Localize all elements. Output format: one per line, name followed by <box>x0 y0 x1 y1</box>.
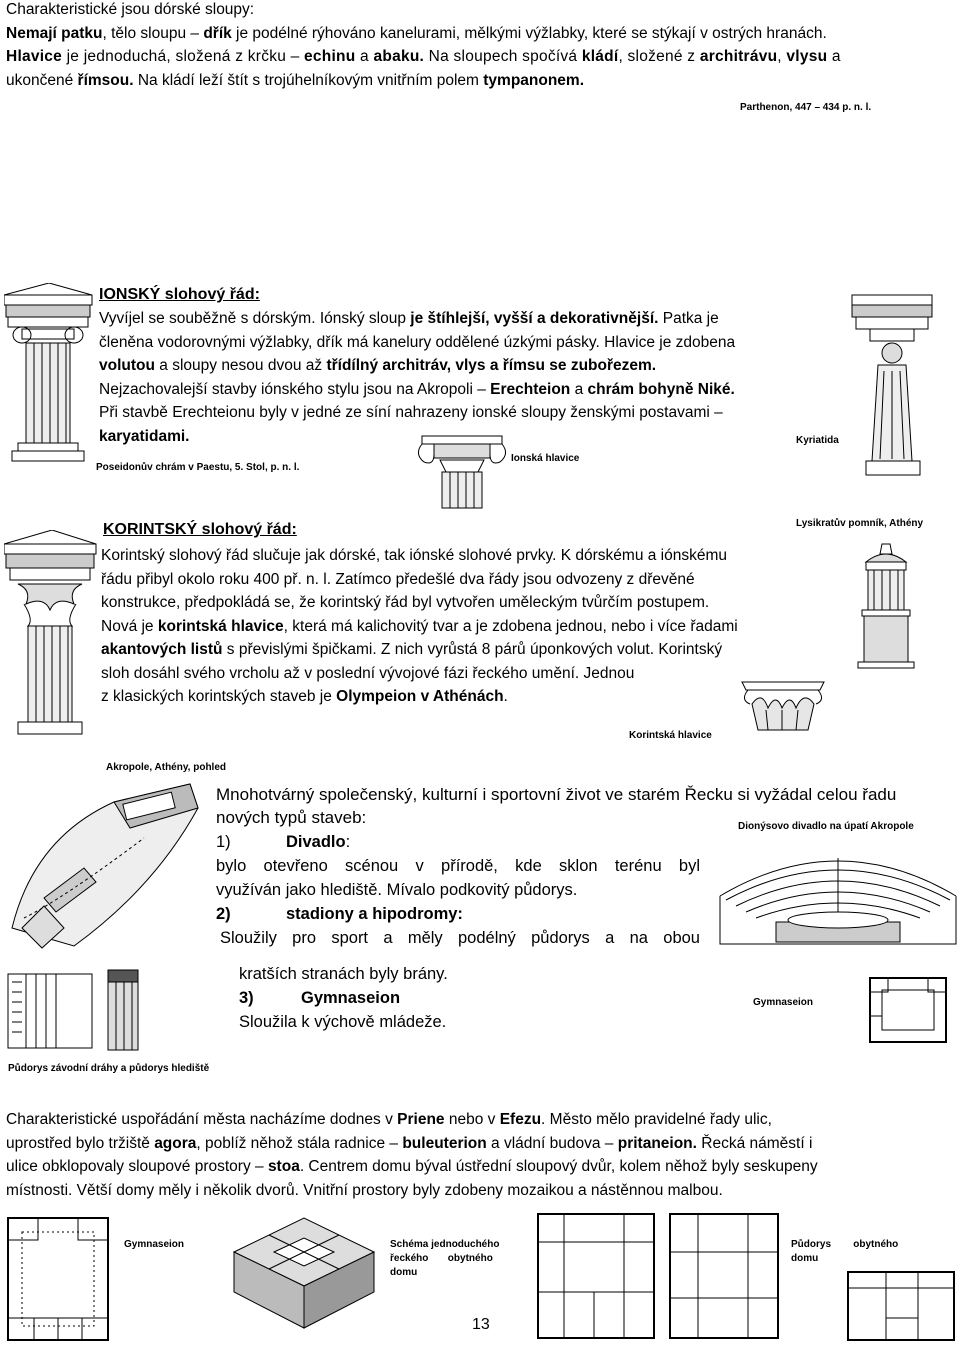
lysikrates-caption: Lysikratův pomník, Athény <box>796 518 924 529</box>
corinthian-column-drawing <box>4 530 99 740</box>
dionysos-theatre-drawing <box>716 836 960 948</box>
poseidon-caption: Poseidonův chrám v Paestu, 5. Stol, p. n. l. <box>96 462 300 473</box>
house-plan-caption: Půdorys obytného domu <box>791 1239 899 1264</box>
caryatid-drawing <box>848 291 938 481</box>
corinthian-paragraph: Korintský slohový řád slučuje jak dórské, tak iónské slohové prvky. K dórskému a iónskému řádu přibyl okolo roku 400 př. n. l. Zatímco předešlé dva řády jsou odvozeny z dřevěné konstrukce, předpokládá se, že korintský řád byl vytvořen uměleckým tvůrčím postupem. Nová je korintská hlavice, která má kalichovitý tvar a je zdobena jednou, nebo i více řadami akantových listů s převislými špičkami. Z nich vyrůstá 8 párů úponkových volut. Korintský sloh dosáhl svého vrcholu až v poslední vývojové fázi řeckého umění. Jednou z klasických korintských staveb je Olympeion v Athénách. <box>101 547 738 705</box>
gymnaseion-plan-drawing <box>868 976 948 1044</box>
ionic-column-drawing <box>4 283 94 463</box>
ionic-capital-caption: Ionská hlavice <box>511 453 580 464</box>
corinthian-heading: KORINTSKÝ slohový řád: <box>103 521 297 538</box>
ionic-heading: IONSKÝ slohový řád: <box>99 286 260 303</box>
page-number: 13 <box>472 1316 490 1333</box>
corinthian-capital-drawing <box>736 676 831 736</box>
gymnaseion-plan-2-drawing <box>4 1214 112 1344</box>
ionic-paragraph: Vyvíjel se souběžně s dórským. Iónský sloup je štíhlejší, vyšší a dekorativnější. Patka je členěna vodorovnými výžlabky, dřík má kanelury oddělené úzkými pásky. Hlavice je zdobena volutou a sloupy nesou dvou až třídílný architráv, vlys a římsu se zubořezem. Nejzachovalejší stavby iónského stylu jsou na Akropoli – Erechteion a chrám bohyně Niké. Při stavbě Erechteionu byly v jedné ze síní nahrazeny ionské sloupy ženskými postavami – karyatidami. <box>99 310 736 445</box>
stadium-gymnasium-items: kratších stranách byly brány. 3) Gymnaseion Sloužila k výchově mládeže. <box>239 965 448 1031</box>
house-plan-drawing-2 <box>668 1212 780 1340</box>
dionysos-caption: Dionýsovo divadlo na úpatí Akropole <box>738 821 914 832</box>
stadium-seating-drawing <box>106 968 140 1052</box>
acropolis-caption: Akropole, Athény, pohled <box>106 762 227 773</box>
city-paragraph: Charakteristické uspořádání města nacházíme dodnes v Priene nebo v Efezu. Město mělo pravidelné řady ulic, uprostřed bylo tržiště agora, poblíž něhož stála radnice – buleuterion a vládní budova – pritaneion. Řecká náměstí i ulice obklopovaly sloupové prostory – stoa. Centrem domu býval ústřední sloupový dvůr, kolem něhož byly seskupeny místnosti. Větší domy měly i několik dvorů. Vnitřní prostory byly zdobeny mozaikou a nástěnnou malbou. <box>6 1111 818 1199</box>
stadium-plan-drawing <box>6 972 96 1052</box>
doric-heading: Charakteristické jsou dórské sloupy: <box>6 1 255 18</box>
caryatid-caption: Kyriatida <box>796 435 839 446</box>
greek-house-caption: Schéma jednoduchého řeckého obytného domu <box>390 1239 500 1278</box>
greek-house-drawing <box>224 1212 384 1332</box>
lysikrates-drawing <box>846 540 926 670</box>
corinthian-capital-caption: Korintská hlavice <box>629 730 712 741</box>
theatre-item: 1) Divadlo: bylo otevřeno scénou v přírodě, kde sklon terénu byl využíván jako hlediště. Mívalo podkovitý půdorys. 2) stadiony a hipodromy: Sloužily pro sport a měly podélný půdorys a na obou <box>216 833 700 947</box>
doric-paragraph: Charakteristické jsou dórské sloupy: Nemají patku, tělo sloupu – dřík je podélné rýhováno kanelurami, mělkými výžlabky, které se stýkají v ostrých hranách. Hlavice je jednoduchá, složená z krčku – echinu a abaku. Na sloupech spočívá kládí, složené z architrávu, vlysu a ukončené římsou. Na kládí leží štít s trojúhelníkovým vnitřním polem tympanonem. <box>6 0 948 92</box>
buildings-intro: Mnohotvárný společenský, kulturní i sportovní život ve starém Řecku si vyžádal celou řadu nových typů staveb: <box>216 785 897 827</box>
acropolis-drawing <box>4 778 204 953</box>
gymnaseion-caption-2: Gymnaseion <box>124 1239 185 1250</box>
house-plan-drawing-3 <box>846 1270 956 1342</box>
gymnaseion-caption: Gymnaseion <box>753 997 814 1008</box>
stadium-caption: Půdorys závodní dráhy a půdorys hlediště <box>8 1063 210 1074</box>
parthenon-caption: Parthenon, 447 – 434 p. n. l. <box>740 102 872 113</box>
ionic-capital-drawing <box>412 426 512 512</box>
house-plan-drawing-1 <box>536 1212 656 1340</box>
